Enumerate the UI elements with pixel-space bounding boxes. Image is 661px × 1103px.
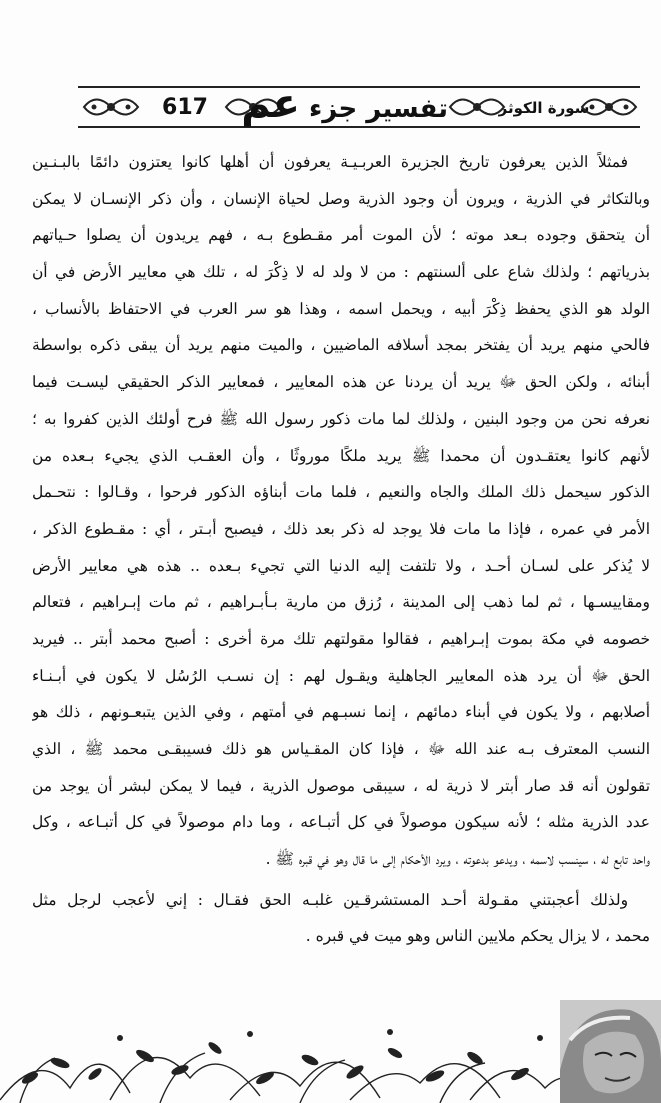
body-text [32,144,650,955]
text-line: واحد تابع له ، سينسب لاسمه ، ويدعو بدعوته ، ويرد الأحكام إلى ما قال وهو في قبره ﷺ . [265,850,650,869]
text-line: خصومه في مكة بموت إبـراهيم ، فقالوا مقولتهم تلك مرة أخرى : أصبح محمد أبتر .. فيريد [32,629,650,648]
text-line: محمد ، لا يزال يحكم ملايين الناس وهو ميت في قبره . [305,927,650,946]
text-line: أصلابهم ، ولا يكون في أبناء دمائهم ، إنما نسبـهم في أمتهم ، وفي الذين يتبعـونهم ، ذلك هو [32,703,650,722]
text-line: النسب المعترف بـه عند الله ﷻ ، فإذا كان المقـياس هو ذلك فسيبقـى محمد ﷺ ، الذي [32,740,650,758]
text-line: عدد الذرية مثله ؛ لأنه سيكون موصولاً في كل أتبـاعه ، وما دام موصولاً في كل أتبـاعه ، وكل [32,813,650,832]
text-line: الأمر في عمره ، فإذا ما مات فلا يوجد له ذكر بعد ذلك ، فيصبح أبـتر ، أي : مقـطوع الذكر ، [32,519,650,538]
text-line: الذكور سيحمل ذلك الملك والجاه والنعيم ، فلما مات أبناؤه الذكور فرحوا ، وقـالوا : نتحـمل [32,483,650,502]
text-line: تقولون أنه قد صار أبتر لا ذرية له ، سيبقى موصول الذرية ، فيما لا يمكن لبشر أن يوجد من [32,776,650,795]
page-number: 617 [162,95,208,120]
text-line: أن يتحقق وجوده بـعد موته ؛ لأن الموت أمر مقـطوع بـه ، فهم يريدون أن يصلوا حـياتهم [32,226,650,245]
text-line: الحق ﷻ أن يرد هذه المعايير الجاهلية ويقـول لهم : إن نسـب الرُسُل لا يكون في أبـنـاء [32,666,650,685]
header-ornament-right-icon [578,90,640,124]
book-title-text: تفسير جزء [309,94,448,124]
text-line: لا يُذكر على لسـان أحـد ، ولا تلتفت إليه الدنيا التي تجيء بـعده .. هذه هي معايير الأرض [32,556,650,575]
text-line: لأنهم كانوا يعتقـدون أن محمدا ﷺ يريد ملكًا موروثًا ، وأن العقـب الذي يجيء بـعده من [32,446,650,465]
text-line: نعرفه نحن من وجود البنين ، ولذلك لما مات ذكور رسول الله ﷺ فرح أولئك الذين كفروا به ؛ [32,409,650,428]
text-line: وبالتكاثر في الذرية ، ويرون أن وجود الذرية وصل لحياة الإنسان ، وأن ذكر الإنسـان لا يمكن [32,189,650,208]
text-line: ولذلك أعجبتني مقـولة أحـد المستشرقـين غلبـه الحق فقـال : إني لأعجب لرجل مثل [32,890,628,909]
juz-name: عم [241,81,300,127]
text-line: الولد هو الذي يحفظ ذِكْرَ أبيه ، ويحمل اسمه ، وهذا هو سر العرب في الاحتفاظ بالأنساب ، [32,299,650,318]
surah-name: سورة الكوثر [498,99,590,117]
book-title [241,80,448,128]
text-line: فمثلاً الذين يعرفون تاريخ الجزيرة العربـيـة يعرفون أن أهلها كانوا يعتزون دائمًا بالبـنـين [32,153,628,171]
text-line: ومقاييسـها ، ثم لما ذهب إلى المدينة ، رُزق من مارية بـأبـراهيم ، ثم مات إبـراهيم ، فتعالم [32,593,650,612]
portrait-illustration [560,1000,661,1103]
text-line: أبنائه ، ولكن الحق ﷻ يريد أن يردنا عن هذه المعايير ، فمعايير الذكر الحقيقي ليسـت فيما [32,373,650,392]
text-line: فالحي منهم يريد أن يفتخر بمجد أسلافه الماضيين ، والميت منهم يريد أن يبقى ذكره بواسطة [32,336,650,355]
header-ornament-left-icon [80,90,142,124]
text-line: بذرياتهم ؛ ولذلك شاع على ألسنتهم : من لا ولد له لا ذِكْرَ له ، تلك هي معايير الأرض في أن [32,263,650,282]
